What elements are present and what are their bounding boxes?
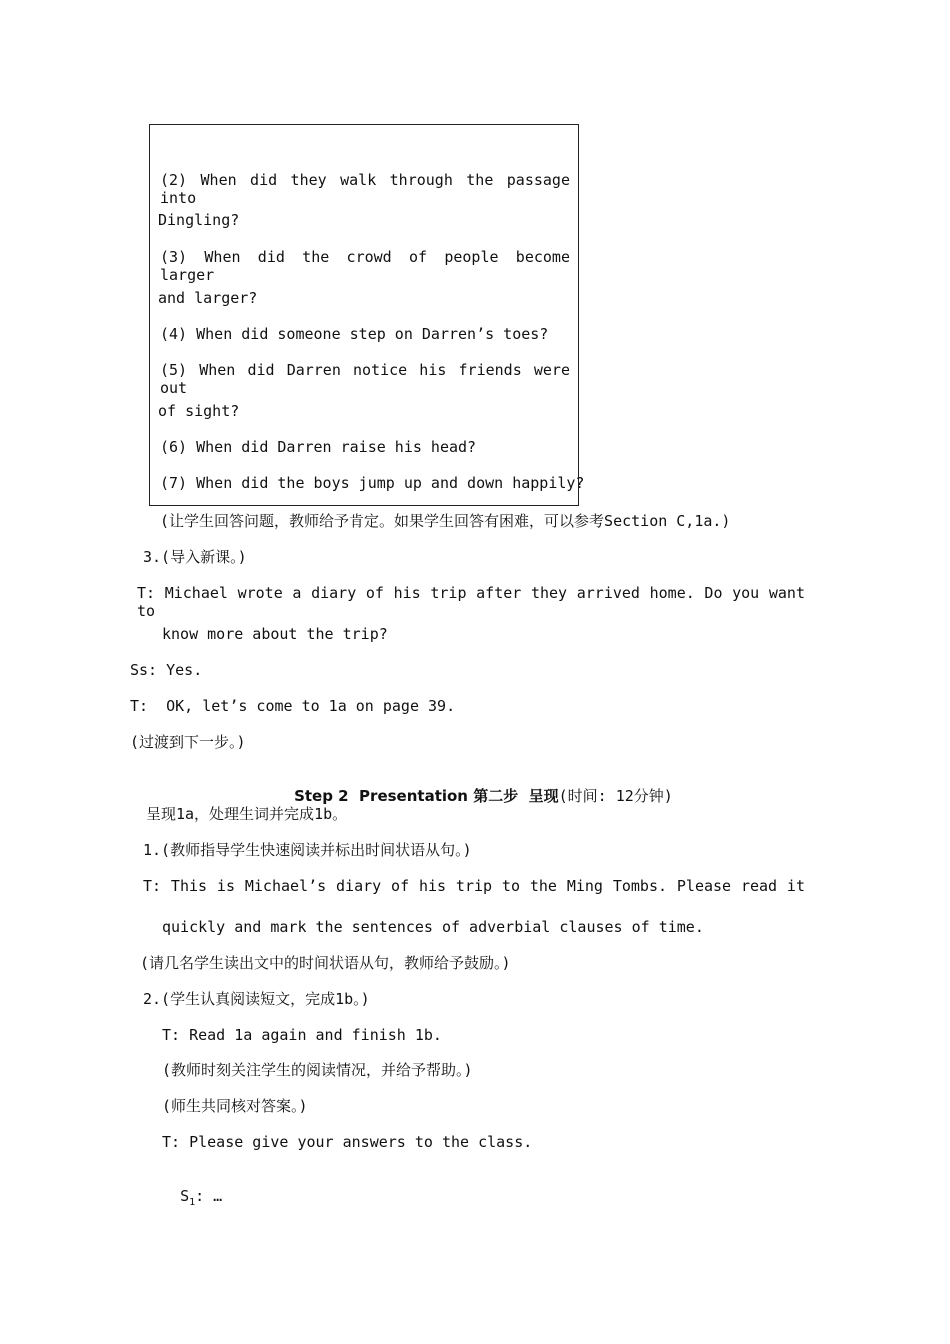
question-6: (6) When did Darren raise his head? — [160, 438, 477, 456]
question-5-line-1: (5) When did Darren notice his friends were out — [160, 361, 570, 397]
student-1-label: S — [180, 1187, 190, 1205]
step-time: (时间: 12分钟) — [558, 787, 673, 805]
teacher-note-1: (让学生回答问题，教师给予肯定。如果学生回答有困难，可以参考Section C,1a.) — [160, 512, 731, 530]
question-3-line-1: (3) When did the crowd of people become larger — [160, 248, 570, 284]
question-2-line-2: Dingling? — [158, 211, 240, 229]
teacher-line-1a: T: Michael wrote a diary of his trip after they arrived home. Do you want to — [137, 584, 805, 620]
question-3-line-2: and larger? — [158, 289, 258, 307]
transition-note: (过渡到下一步。) — [130, 733, 246, 751]
item-3: 3.(导入新课。) — [143, 548, 247, 566]
students-reply: Ss: Yes. — [130, 661, 203, 679]
question-7: (7) When did the boys jump up and down happily? — [160, 474, 585, 492]
teacher-line-4: T: Read 1a again and finish 1b. — [162, 1026, 442, 1044]
presentation-intro: 呈现1a，处理生词并完成1b。 — [146, 805, 348, 823]
teacher-line-1b: know more about the trip? — [162, 625, 388, 643]
teacher-line-3b: quickly and mark the sentences of adverbial clauses of time. — [162, 918, 704, 936]
question-5-line-2: of sight? — [158, 402, 240, 420]
step-title: Step 2 Presentation 第二步 呈现 — [294, 787, 559, 805]
teacher-line-3a: T: This is Michael’s diary of his trip to the Ming Tombs. Please read it — [143, 877, 805, 895]
student-1-line — [162, 1169, 222, 1212]
teacher-line-2: T: OK, let’s come to 1a on page 39. — [130, 697, 456, 715]
student-1-subscript: 1 — [189, 1197, 196, 1208]
teacher-note-3: (教师时刻关注学生的阅读情况，并给予帮助。) — [162, 1061, 473, 1079]
teacher-note-4: (师生共同核对答案。) — [162, 1097, 308, 1115]
question-2-line-1: (2) When did they walk through the passage into — [160, 171, 570, 207]
teacher-note-2: (请几名学生读出文中的时间状语从句，教师给予鼓励。) — [140, 954, 511, 972]
step-heading — [276, 769, 673, 805]
teacher-line-5: T: Please give your answers to the class. — [162, 1133, 533, 1151]
item-1: 1.(教师指导学生快速阅读并标出时间状语从句。) — [143, 841, 472, 859]
student-1-rest: : … — [195, 1187, 223, 1205]
item-2: 2.(学生认真阅读短文，完成1b。) — [143, 990, 370, 1008]
question-4: (4) When did someone step on Darren’s toes? — [160, 325, 549, 343]
